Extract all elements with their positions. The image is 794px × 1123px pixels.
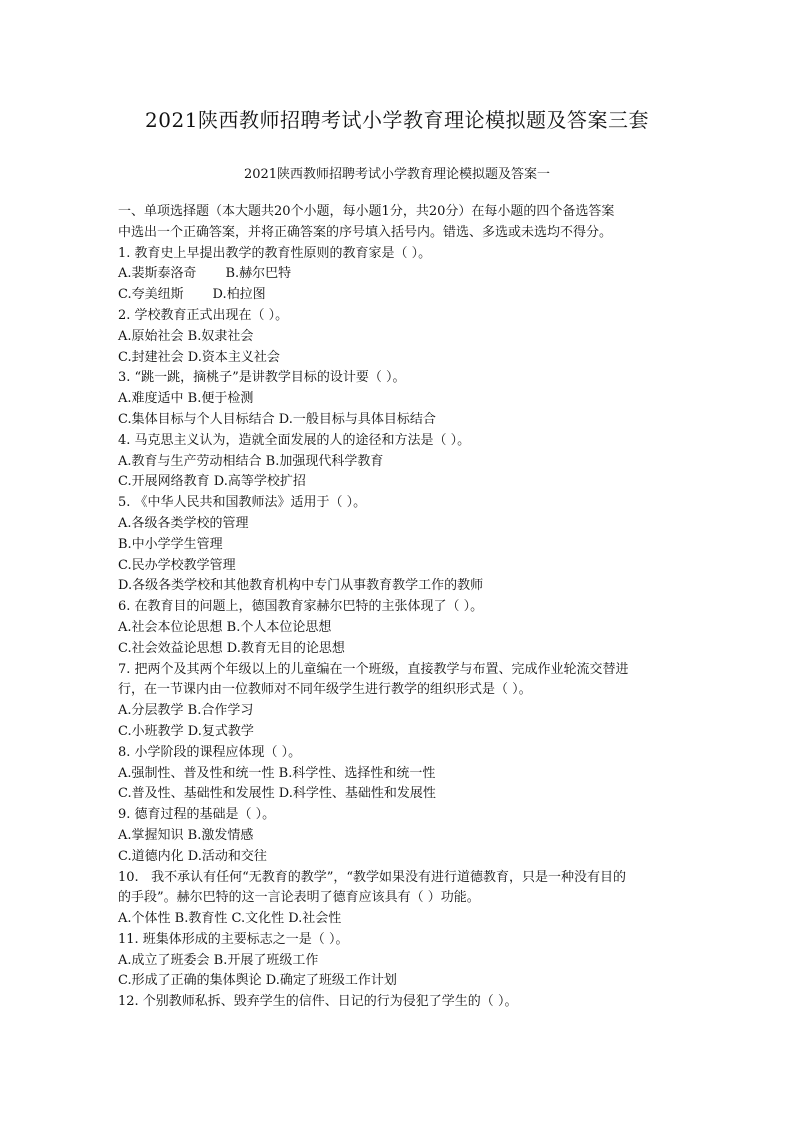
- text-line: 1. 教育史上早提出教学的教育性原则的教育家是（ ）。: [118, 245, 432, 261]
- text-line: 5. 《中华人民共和国教师法》适用于（ ）。: [118, 495, 367, 511]
- text-line: 4. 马克思主义认为，造就全面发展的人的途径和方法是（ ）。: [118, 432, 471, 448]
- text-line: 中选出一个正确答案，并将正确答案的序号填入括号内。错选、多选或未选均不得分。: [118, 224, 613, 240]
- text-line: 6. 在教育目的问题上，德国教育家赫尔巴特的主张体现了（ ）。: [118, 599, 484, 615]
- document-subtitle: 2021陕西教师招聘考试小学教育理论模拟题及答案一: [243, 167, 551, 182]
- text-line: 一、单项选择题（本大题共20个小题，每小题1分，共20分）在每小题的四个备选答案: [118, 204, 615, 219]
- text-line: D.各级各类学校和其他教育机构中专门从事教育教学工作的教师: [118, 578, 484, 594]
- text-line: C.民办学校教学管理: [118, 557, 236, 573]
- text-line: 3. “跳一跳，摘桃子”是讲教学目标的设计要（ ）。: [118, 370, 406, 386]
- text-line: 行，在一节课内由一位教师对不同年级学生进行教学的组织形式是（ ）。: [118, 682, 532, 698]
- text-line: A.掌握知识 B.激发情感: [118, 827, 254, 843]
- text-line: C.小班教学 D.复式教学: [118, 723, 254, 739]
- text-line: C.道德内化 D.活动和交往: [118, 848, 267, 864]
- text-line: C.普及性、基础性和发展性 D.科学性、基础性和发展性: [118, 786, 436, 802]
- text-line: 2. 学校教育正式出现在（ ）。: [118, 307, 289, 323]
- text-line: A.教育与生产劳动相结合 B.加强现代科学教育: [118, 453, 384, 469]
- text-line: 8. 小学阶段的课程应体现（ ）。: [118, 744, 302, 760]
- text-line: C.夸美纽斯 D.柏拉图: [118, 287, 266, 303]
- text-line: A.各级各类学校的管理: [118, 515, 249, 531]
- text-line: C.封建社会 D.资本主义社会: [118, 349, 280, 365]
- text-line: B.中小学学生管理: [118, 536, 223, 552]
- text-line: A.社会本位论思想 B.个人本位论思想: [118, 619, 332, 635]
- text-line: A.裴斯泰洛奇 B.赫尔巴特: [118, 266, 292, 282]
- text-line: 9. 德育过程的基础是（ ）。: [118, 807, 276, 823]
- text-line: A.分层教学 B.合作学习: [118, 703, 254, 719]
- document-body: [118, 202, 680, 1013]
- text-line: C.形成了正确的集体舆论 D.确定了班级工作计划: [118, 973, 397, 989]
- document-title: 2021陕西教师招聘考试小学教育理论模拟题及答案三套: [145, 108, 649, 132]
- text-line: A.成立了班委会 B.开展了班级工作: [118, 952, 319, 968]
- text-line: 11. 班集体形成的主要标志之一是（ ）。: [118, 931, 349, 947]
- text-line: C.开展网络教育 D.高等学校扩招: [118, 474, 306, 490]
- text-line: 10. 我不承认有任何“无教育的教学”，“教学如果没有进行道德教育，只是一种没有目的: [118, 869, 627, 885]
- text-line: A.强制性、普及性和统一性 B.科学性、选择性和统一性: [118, 765, 436, 781]
- text-line: A.原始社会 B.奴隶社会: [118, 328, 254, 344]
- text-line: A.难度适中 B.便于检测: [118, 391, 254, 407]
- text-line: A.个体性 B.教育性 C.文化性 D.社会性: [118, 911, 342, 927]
- text-line: C.集体目标与个人目标结合 D.一般目标与具体目标结合: [118, 411, 436, 427]
- text-line: 12. 个别教师私拆、毁弃学生的信件、日记的行为侵犯了学生的（ ）。: [118, 994, 518, 1010]
- text-line: 的手段”。赫尔巴特的这一言论表明了德育应该具有（ ）功能。: [118, 890, 480, 906]
- text-line: C.社会效益论思想 D.教育无目的论思想: [118, 640, 345, 656]
- text-line: 7. 把两个及其两个年级以上的儿童编在一个班级，直接教学与布置、完成作业轮流交替进: [118, 661, 629, 677]
